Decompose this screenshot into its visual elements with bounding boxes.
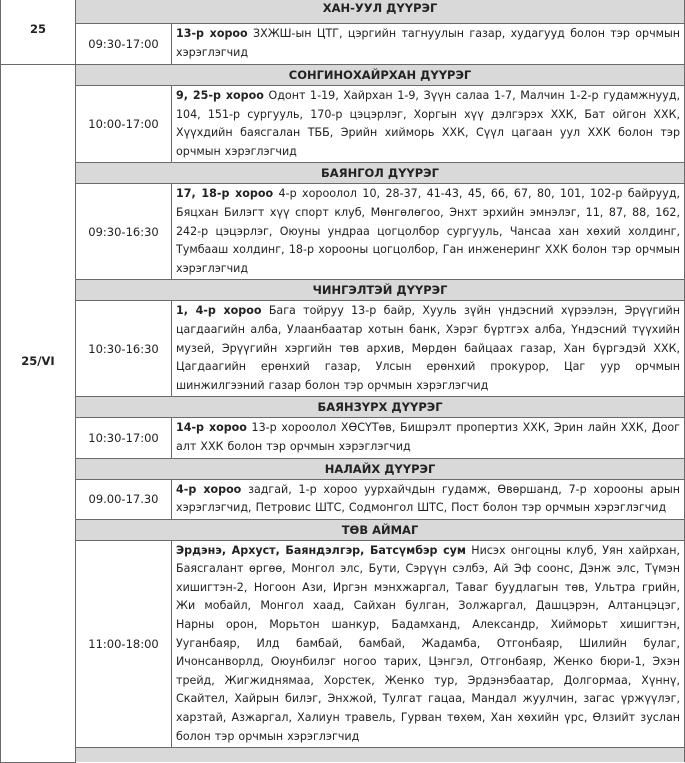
description-text: 4-р хороолол 10, 28-37, 41-43, 45, 66, 67, 80, 101, 102-р байрууд, Бяцхан Билэгт хүү спорт клуб, Мөнгөлөгоо, Энхт эрхийн эмнэлэг, 11, 87, 88, 162, 242-р цэцэрлэг, Оюуны ундраа цогцолбор сургууль, Чансаа хан хөхий холдинг, Тумбааш холдинг, 18-р хорооны цогцолбор, Ган инженеринг ХХК болон тэр орчмын хэрэглэгчид — [176, 187, 681, 275]
district-header: ТӨВ АЙМАГ — [76, 519, 685, 540]
description-cell — [172, 184, 685, 280]
district-header-row — [1, 0, 685, 24]
khoroo-label: 14-р хороо — [176, 421, 247, 435]
description-cell — [172, 418, 685, 458]
district-header-row — [1, 65, 685, 86]
next-row-edge — [1, 748, 685, 763]
district-header-row — [1, 163, 685, 184]
district-header: ХАН-УУЛ ДҮҮРЭГ — [76, 0, 685, 24]
district-header: СОНГИНОХАЙРХАН ДҮҮРЭГ — [76, 65, 685, 86]
description-cell — [172, 540, 685, 748]
date-cell: 25/VI — [1, 65, 76, 763]
schedule-row — [1, 418, 685, 458]
time-cell: 11:00-18:00 — [76, 540, 172, 748]
description-text: Бага тойруу 13-р байр, Хууль зүйн үндэсний хүрээлэн, Эрүүгийн цагдаагийн алба, Улаанбаатар хотын банк, Хэрэг бүртгэх алба, Үндэсний түүхийн музей, Эрүүгийн хэргийн төв архив, Мөрдөн байцаах газар, Хан бүргэдэй ХХК, Цагдаагийн ерөнхий газар, Улсын ерөнхий прокурор, Цаг уур орчмын шинжилгээний газар болон тэр орчмын хэрэглэгчид — [176, 304, 681, 392]
schedule-row — [1, 540, 685, 748]
district-header-row — [1, 397, 685, 418]
district-header: БАЯНГОЛ ДҮҮРЭГ — [76, 163, 685, 184]
schedule-row — [1, 184, 685, 280]
schedule-row — [1, 301, 685, 397]
description-text: Нисэх онгоцны клуб, Уян хайрхан, Баясгалант өргөө, Монгол элс, Бути, Сэрүүн сэлбэ, Ай Эф соонс, Дэнж элс, Түмэн хишигтэн-2, Ногоон Ази, Иргэн мэнхжаргал, Таваг буудлагын төв, Ультра грийн, Жи мобайл, Монгол хаад, Сайхан булган, Золжаргал, Дашцэрэн, Алтанцэцэг, Нарны орон, Морьтон шанкур, Бадамханд, Александр, Хийморьт хишигтэн, Ууганбаяр, Илд бамбай, бамбай, Жадамба, Отгонбаяр, Шилийн булаг, Ичонсанворлд, Оюунбилэг ногоо тарих, Цэнгэл, Отгонбаяр, Женко бюри-1, Эхэн трейд, Жигжиднямаа, Хорстек, Женко тур, Эрдэнэбаатар, Долгормаа, Хүннү, Скайтел, Хайрын билэг, Энхжой, Тулгат гацаа, Мандал жуулчин, загас үржүүлэг, харзтай, Азжаргал, Халиун травель, Гурван төхөм, Хан хөхийн үрс, Өлзийт зуслан болон тэр орчмын хэрэглэгчид — [176, 543, 681, 743]
description-text: задгай, 1-р хороо уурхайчдын гудамж, Өвөршанд, 7-р хорооны арын хэрэглэгчид, Петровис ШТС, Содмонгол ШТС, Пост болон тэр орчмын хэрэглэгчид — [176, 482, 681, 515]
description-cell — [172, 301, 685, 397]
khoroo-label: 1, 4-р хороо — [176, 304, 262, 318]
description-text: Одонт 1-19, Хайрхан 1-9, Зүүн салаа 1-7, Малчин 1-2-р гудамжнууд, 104, 151-р сургууль, 170-р цэцэрлэг, Хоргын хүү дэлгэрэх ХХК, Бат ойгон ХХК, Хүүхдийн баясгалан ТББ, Эрийн хийморь ХХК, Сүүл цагаан уул ХХК болон тэр орчмын хэрэглэгчид — [176, 89, 681, 158]
district-header: НАЛАЙХ ДҮҮРЭГ — [76, 458, 685, 479]
district-header: ЧИНГЭЛТЭЙ ДҮҮРЭГ — [76, 280, 685, 301]
time-cell: 10:00-17:00 — [76, 86, 172, 163]
time-cell: 10:30-16:30 — [76, 301, 172, 397]
district-header-row — [1, 519, 685, 540]
khoroo-label: Эрдэнэ, Архуст, Баяндэлгэр, Батсүмбэр сум — [176, 543, 466, 557]
description-text: ЗХЖШ-ын ЦТГ, цэргийн тагнуулын газар, худагууд болон тэр орчмын хэрэглэгчид — [176, 27, 681, 59]
khoroo-label: 13-р хороо — [176, 27, 248, 41]
description-cell — [172, 479, 685, 519]
district-header: БАЯНЗҮРХ ДҮҮРЭГ — [76, 397, 685, 418]
description-cell — [172, 86, 685, 163]
next-header-edge — [76, 748, 685, 763]
time-cell: 09:30-17:00 — [76, 24, 172, 65]
district-header-row — [1, 280, 685, 301]
time-cell: 09:30-16:30 — [76, 184, 172, 280]
schedule-row — [1, 86, 685, 163]
time-cell: 10:30-17:00 — [76, 418, 172, 458]
date-cell: 25 — [1, 0, 76, 65]
schedule-row — [1, 24, 685, 65]
district-header-row — [1, 458, 685, 479]
khoroo-label: 17, 18-р хороо — [176, 187, 274, 201]
schedule-row — [1, 479, 685, 519]
description-text: 13-р хороолол ХӨСҮТөв, Бишрэлт пропертиз ХХК, Эрин лайн ХХК, Доог алт ХХК болон тэр орчмын хэрэглэгчид — [176, 421, 681, 453]
khoroo-label: 9, 25-р хороо — [176, 89, 264, 102]
time-cell: 09.00-17.30 — [76, 479, 172, 519]
khoroo-label: 4-р хороо — [176, 482, 242, 496]
description-cell — [172, 24, 685, 65]
